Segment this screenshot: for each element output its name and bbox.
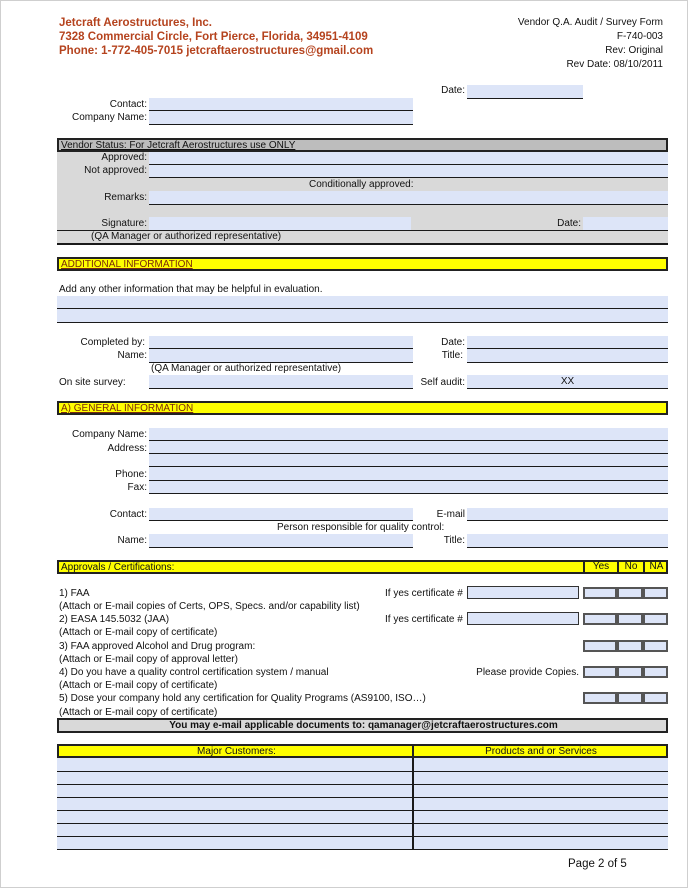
company-name-label: Company Name:: [71, 112, 147, 123]
approvals-title: Approvals / Certifications:: [61, 562, 175, 573]
ai-title-field[interactable]: [467, 349, 668, 363]
item5-no-box[interactable]: [617, 692, 643, 704]
item4-note: (Attach or E-mail copy of certificate): [59, 680, 218, 691]
approvals-header: [57, 560, 668, 574]
item5-note: (Attach or E-mail copy of certificate): [59, 707, 218, 718]
col-yes-header: Yes: [583, 561, 617, 572]
item1-note: (Attach or E-mail copies of Certs, OPS, Specs. and/or capability list): [59, 601, 360, 612]
vs-date-field[interactable]: [583, 217, 668, 230]
completed-by-label: Completed by:: [80, 337, 145, 348]
item1-no-box[interactable]: [617, 587, 643, 599]
qa-note: (QA Manager or authorized representative): [151, 363, 342, 374]
item4-na-box[interactable]: [643, 666, 668, 678]
completed-by-field[interactable]: [149, 336, 413, 349]
additional-line-2[interactable]: [57, 309, 668, 323]
form-rev-date: Rev Date: 08/10/2011: [566, 59, 663, 70]
customers-col2-label: Products and or Services: [485, 746, 597, 757]
item1-text: 1) FAA: [59, 588, 90, 599]
ai-title-label: Title:: [441, 350, 463, 361]
gi-email-label: E-mail: [436, 509, 465, 520]
gi-company-name-label: Company Name:: [71, 429, 147, 440]
ai-date-field[interactable]: [467, 336, 668, 349]
gi-phone-label: Phone:: [115, 469, 147, 480]
form-title: Vendor Q.A. Audit / Survey Form: [517, 17, 663, 28]
additional-header: [57, 257, 668, 271]
top-date-label: Date:: [441, 85, 465, 96]
company-address: 7328 Commercial Circle, Fort Pierce, Florida, 34951-4109: [59, 31, 368, 43]
item2-na-box[interactable]: [643, 613, 668, 625]
signature-label: Signature:: [101, 218, 147, 229]
item4-no-box[interactable]: [617, 666, 643, 678]
item1-cert-label: If yes certificate #: [385, 588, 463, 599]
item2-cert-label: If yes certificate #: [385, 614, 463, 625]
gi-fax-field[interactable]: [149, 481, 668, 494]
self-audit-label: Self audit:: [420, 377, 465, 388]
vendor-status-title: Vendor Status: For Jetcraft Aerostructures use ONLY: [61, 140, 296, 151]
item3-note: (Attach or E-mail copy of approval letter): [59, 654, 238, 665]
not-approved-label: Not approved:: [84, 165, 147, 176]
sig-note: (QA Manager or authorized representative): [91, 231, 282, 242]
gi-quality-label: Person responsible for quality control:: [277, 522, 445, 533]
customers-row-line: [57, 797, 668, 798]
approved-label: Approved:: [101, 152, 147, 163]
self-audit-field[interactable]: [467, 375, 668, 389]
form-number: F-740-003: [616, 31, 663, 42]
item2-text: 2) EASA 145.5032 (JAA): [59, 614, 170, 625]
customers-col1-label: Major Customers:: [197, 746, 276, 757]
contact-field[interactable]: [149, 98, 413, 111]
customers-col-divider: [412, 758, 414, 850]
page-number: Page 2 of 5: [568, 858, 627, 870]
item1-yes-box[interactable]: [583, 587, 617, 599]
item1-na-box[interactable]: [643, 587, 668, 599]
contact-label: Contact:: [109, 99, 147, 110]
item2-cert-field[interactable]: [467, 612, 579, 625]
item5-text: 5) Dose your company hold any certification for Quality Programs (AS9100, ISO…): [59, 693, 426, 704]
item2-yes-box[interactable]: [583, 613, 617, 625]
gi-phone-field[interactable]: [149, 467, 668, 481]
remarks-field[interactable]: [149, 191, 668, 205]
on-site-label: On site survey:: [59, 377, 126, 388]
not-approved-field[interactable]: [149, 165, 668, 178]
customers-row-line: [57, 771, 668, 772]
customers-col2-header: [412, 744, 668, 758]
gi-contact-label: Contact:: [109, 509, 147, 520]
item3-na-box[interactable]: [643, 640, 668, 652]
approved-field[interactable]: [149, 152, 668, 165]
gi-address-label: Address:: [107, 443, 147, 454]
item4-yes-box[interactable]: [583, 666, 617, 678]
general-header: [57, 401, 668, 415]
customers-row-line: [57, 784, 668, 785]
additional-title: ADDITIONAL INFORMATION: [61, 259, 193, 270]
ai-name-field[interactable]: [149, 349, 413, 363]
gi-address-field-2[interactable]: [149, 454, 668, 467]
vendor-status-header: [57, 138, 668, 152]
item4-text: 4) Do you have a quality control certification system / manual: [59, 667, 329, 678]
on-site-field[interactable]: [149, 375, 413, 389]
item2-note: (Attach or E-mail copy of certificate): [59, 627, 218, 638]
customers-row-line: [57, 836, 668, 837]
item1-cert-field[interactable]: [467, 586, 579, 599]
gi-title-field[interactable]: [467, 534, 668, 548]
gi-name-label: Name:: [117, 535, 147, 546]
col-na-header: NA: [643, 561, 668, 572]
gi-company-name-field[interactable]: [149, 428, 668, 441]
email-banner: [57, 718, 668, 733]
signature-field[interactable]: [149, 217, 411, 230]
customers-row-line: [57, 810, 668, 811]
gi-fax-label: Fax:: [127, 482, 147, 493]
item2-no-box[interactable]: [617, 613, 643, 625]
customers-col1-header: [57, 744, 414, 758]
customers-row-line: [57, 823, 668, 824]
general-title: A) GENERAL INFORMATION: [61, 403, 194, 414]
customers-row-line: [57, 849, 668, 850]
gi-name-field[interactable]: [149, 534, 413, 548]
company-phone: Phone: 1-772-405-7015 jetcraftaerostructures@gmail.com: [59, 45, 374, 57]
vendor-status-bottom: [57, 243, 668, 245]
remarks-label: Remarks:: [104, 192, 147, 203]
gi-email-field[interactable]: [467, 508, 668, 521]
item3-yes-box[interactable]: [583, 640, 617, 652]
item4-copies-label: Please provide Copies.: [476, 667, 579, 678]
conditional-label: Conditionally approved:: [309, 179, 414, 190]
gi-contact-field[interactable]: [149, 508, 413, 521]
company-name: Jetcraft Aerostructures, Inc.: [59, 17, 212, 29]
gi-address-field-1[interactable]: [149, 441, 668, 454]
ai-date-label: Date:: [441, 337, 465, 348]
ai-name-label: Name:: [117, 350, 147, 361]
top-date-field[interactable]: [467, 85, 583, 99]
item3-text: 3) FAA approved Alcohol and Drug program:: [59, 641, 256, 652]
additional-prompt: Add any other information that may be helpful in evaluation.: [59, 284, 323, 295]
item3-no-box[interactable]: [617, 640, 643, 652]
item5-na-box[interactable]: [643, 692, 668, 704]
item5-yes-box[interactable]: [583, 692, 617, 704]
form-rev: Rev: Original: [605, 45, 663, 56]
additional-line-1[interactable]: [57, 296, 668, 309]
email-banner-text: You may e-mail applicable documents to: qamanager@jetcraftaerostructures.com: [169, 720, 558, 731]
col-no-header: No: [617, 561, 643, 572]
gi-title-label: Title:: [443, 535, 465, 546]
self-audit-value: XX: [560, 376, 575, 387]
vs-date-label: Date:: [557, 218, 581, 229]
company-name-field[interactable]: [149, 111, 413, 125]
